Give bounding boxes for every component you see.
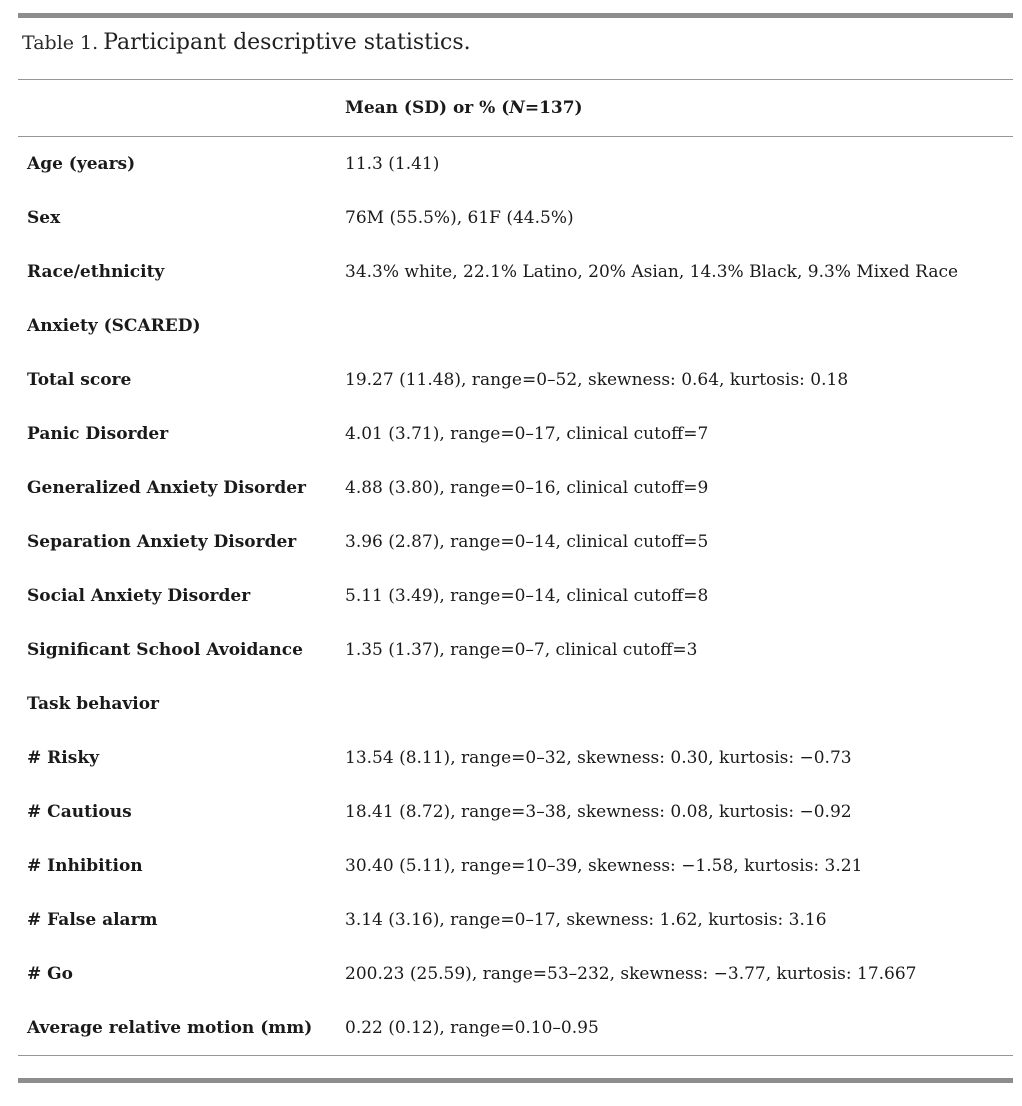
table-bottom-rule <box>18 1055 1013 1056</box>
table-row-social-anxiety-disorder <box>0 569 1022 623</box>
row-label: Age (years) <box>27 154 136 174</box>
row-label: Panic Disorder <box>27 424 169 444</box>
table-number-label: Table 1. <box>22 32 99 54</box>
header-text-suffix: =137) <box>524 98 583 118</box>
row-value: 4.01 (3.71), range=0–17, clinical cutoff=7 <box>345 424 709 444</box>
row-value: 200.23 (25.59), range=53–232, skewness: −3.77, kurtosis: 17.667 <box>345 964 917 984</box>
table-caption-text: Participant descriptive statistics. <box>103 30 471 55</box>
row-value: 0.22 (0.12), range=0.10–0.95 <box>345 1018 599 1038</box>
row-label: Race/ethnicity <box>27 262 165 282</box>
row-label: # Inhibition <box>27 856 143 876</box>
bottom-border-bar <box>18 1078 1013 1083</box>
table-row-separation-anxiety-disorder <box>0 515 1022 569</box>
row-value: 5.11 (3.49), range=0–14, clinical cutoff=8 <box>345 586 709 606</box>
table-caption <box>22 28 1013 58</box>
row-value: 13.54 (8.11), range=0–32, skewness: 0.30, kurtosis: −0.73 <box>345 748 852 768</box>
row-label: Total score <box>27 370 132 390</box>
table-header-row <box>0 80 1022 136</box>
top-border-bar <box>18 13 1013 18</box>
table-row-inhibition <box>0 839 1022 893</box>
header-value-cell <box>345 98 1022 118</box>
section-label: Task behavior <box>27 694 160 714</box>
row-label: Significant School Avoidance <box>27 640 303 660</box>
row-value: 4.88 (3.80), range=0–16, clinical cutoff=9 <box>345 478 709 498</box>
header-n-symbol: N <box>509 98 525 118</box>
row-value: 3.14 (3.16), range=0–17, skewness: 1.62, kurtosis: 3.16 <box>345 910 827 930</box>
table-row-panic-disorder <box>0 407 1022 461</box>
section-label: Anxiety (SCARED) <box>27 316 201 336</box>
row-label: Average relative motion (mm) <box>27 1018 313 1038</box>
table-row-go <box>0 947 1022 1001</box>
row-label: # False alarm <box>27 910 158 930</box>
table-row-significant-school-avoidance <box>0 623 1022 677</box>
table-row-generalized-anxiety-disorder <box>0 461 1022 515</box>
table-row-total-score <box>0 353 1022 407</box>
table-row-false-alarm <box>0 893 1022 947</box>
row-value: 76M (55.5%), 61F (44.5%) <box>345 208 574 228</box>
title-spacer <box>0 58 1022 79</box>
row-label: Social Anxiety Disorder <box>27 586 251 606</box>
table-row-age <box>0 137 1022 191</box>
row-label: Generalized Anxiety Disorder <box>27 478 307 498</box>
row-label: Sex <box>27 208 61 228</box>
header-text-prefix: Mean (SD) or % ( <box>345 98 510 118</box>
table-section-row-anxiety-scared <box>0 299 1022 353</box>
table-row-race-ethnicity <box>0 245 1022 299</box>
row-label: # Cautious <box>27 802 132 822</box>
table-row-risky <box>0 731 1022 785</box>
table-row-cautious <box>0 785 1022 839</box>
table-row-sex <box>0 191 1022 245</box>
row-label: # Go <box>27 964 74 984</box>
row-label: # Risky <box>27 748 99 768</box>
row-value: 30.40 (5.11), range=10–39, skewness: −1.58, kurtosis: 3.21 <box>345 856 863 876</box>
row-value: 11.3 (1.41) <box>345 154 440 174</box>
row-value: 1.35 (1.37), range=0–7, clinical cutoff=3 <box>345 640 698 660</box>
table-body <box>0 137 1022 1055</box>
row-value: 18.41 (8.72), range=3–38, skewness: 0.08, kurtosis: −0.92 <box>345 802 852 822</box>
table-row-average-relative-motion <box>0 1001 1022 1055</box>
row-value: 19.27 (11.48), range=0–52, skewness: 0.64, kurtosis: 0.18 <box>345 370 849 390</box>
row-label: Separation Anxiety Disorder <box>27 532 297 552</box>
row-value: 3.96 (2.87), range=0–14, clinical cutoff=5 <box>345 532 709 552</box>
table-section-row-task-behavior <box>0 677 1022 731</box>
row-value: 34.3% white, 22.1% Latino, 20% Asian, 14.3% Black, 9.3% Mixed Race <box>345 262 959 282</box>
